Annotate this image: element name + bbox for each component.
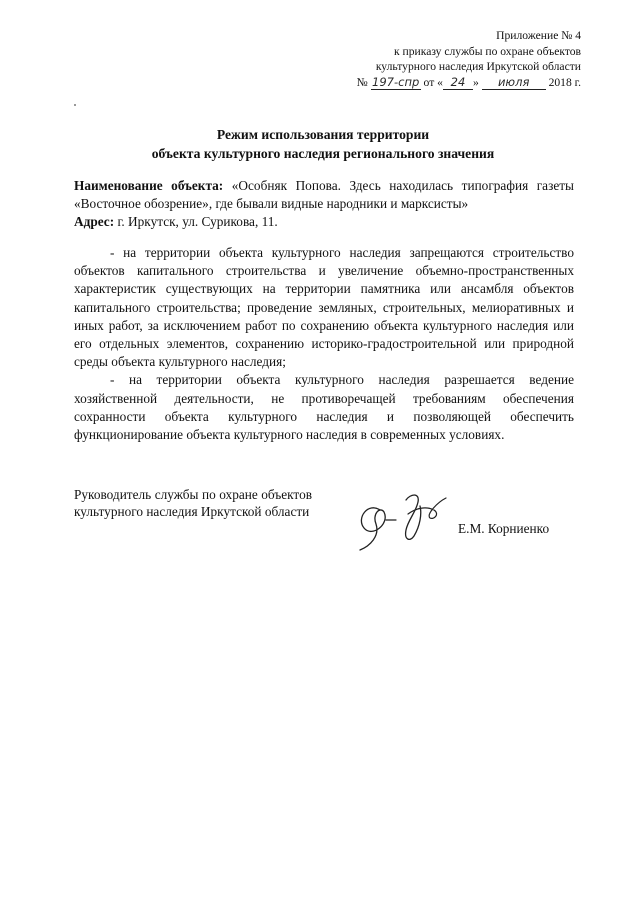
restrictions-section xyxy=(74,244,574,444)
order-number-handwritten: 197-спр xyxy=(372,74,420,89)
signatory-name: Е.М. Корниенко xyxy=(458,521,550,536)
restriction-prohibited: - на территории объекта культурного наследия запрещаются строительство объектов капитального строительства и увеличение объемно-пространственных характеристик существующих на территории памятника или ансамбля объектов капитального строительства; проведение земляных, строительных, мелиоративных и иных работ, за исключением работ по сохранению объекта культурного наследия или его отдельных элементов, сохранению историко-градостроительной или природной среды объекта культурного наследия; xyxy=(74,245,574,370)
appendix-agency: культурного наследия Иркутской области xyxy=(375,60,581,74)
object-info xyxy=(74,177,574,232)
order-from-label: от « xyxy=(423,75,443,89)
signatory-position: Руководитель службы по охране объектов культурного наследия Иркутской области xyxy=(74,487,312,520)
order-no-prefix: № xyxy=(356,75,368,89)
handwritten-signature xyxy=(350,480,460,560)
title-line-2: объекта культурного наследия регионального значения xyxy=(151,146,495,161)
document-title xyxy=(74,125,572,163)
order-month-handwritten: июля xyxy=(482,76,546,90)
appendix-header xyxy=(281,28,581,90)
appendix-title: Приложение № 4 xyxy=(496,29,581,42)
object-name-label: Наименование объекта: xyxy=(74,178,224,193)
object-address-paragraph xyxy=(74,213,574,231)
order-day-handwritten: 24 xyxy=(443,76,473,90)
appendix-order-ref: к приказу службы по охране объектов xyxy=(394,44,581,58)
object-address-value: г. Иркутск, ул. Сурикова, 11. xyxy=(117,214,278,230)
object-name-paragraph xyxy=(74,177,574,213)
object-name-value: «Особняк Попова. Здесь находилась типография газеты «Восточное обозрение», где бывали видные народники и марксисты» xyxy=(74,178,574,212)
restriction-permitted: - на территории объекта культурного наследия разрешается ведение хозяйственной деятельности, не противоречащей требованиям обеспечения сохранности объекта культурного наследия и позволяющей обеспечить функционирование объекта культурного наследия в современных условиях. xyxy=(74,372,574,443)
order-number-line xyxy=(281,75,581,91)
object-address-label: Адрес: xyxy=(74,214,115,230)
order-year: 2018 г. xyxy=(548,75,581,89)
order-close-quote: » xyxy=(472,75,479,89)
scan-speck xyxy=(74,104,76,106)
title-line-1: Режим использования территории xyxy=(216,127,430,142)
